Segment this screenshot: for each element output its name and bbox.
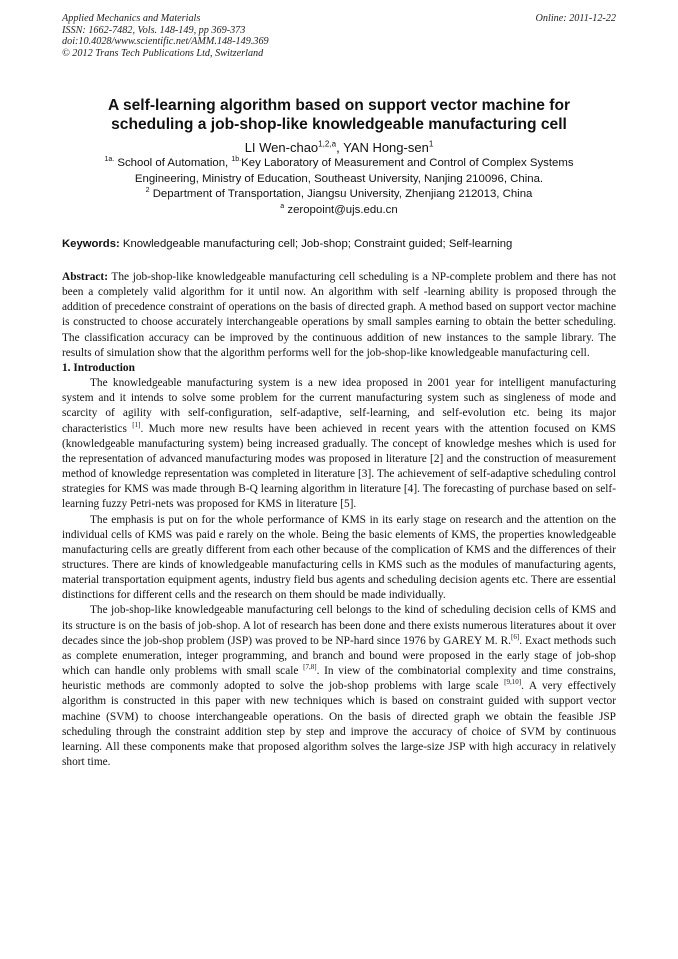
abstract-label: Abstract:: [62, 271, 108, 283]
intro-p3-text-c: . In view of the combinatorial complexity and time constrains, heuristic methods are commonly adopted to solve the job-shop problems with large scale: [62, 665, 616, 693]
affil-mark-1b: 1b.: [231, 156, 242, 164]
author-email: zeropoint@ujs.edu.cn: [284, 203, 398, 216]
affil-mark-2: 2: [145, 187, 150, 195]
affil-mark-1a: 1a.: [104, 156, 115, 164]
keywords-label: Keywords:: [62, 238, 120, 250]
copyright-line: © 2012 Trans Tech Publications Ltd, Switzerland: [62, 47, 264, 59]
online-date: Online: 2011-12-22: [535, 13, 616, 24]
intro-p3-text-d: . A very effectively algorithm is constructed in this paper with new techniques which is based on constraint guided with support vector machine (SVM) to choose interchangeable operations. On the basis of directed graph we obtain the feasible JSP scheduling through the constraint addition step by step and improve the accuracy of choice of SVM by continuous learning. All these components make that proposed algorithm solves the large-size JSP with high accuracy in relatively short time.: [62, 680, 617, 768]
abstract: [62, 270, 616, 361]
author-1-affil: 1,2,a: [318, 139, 337, 149]
citation-1: [1]: [132, 420, 141, 429]
journal-header: [62, 13, 616, 59]
author-2-affil: 1: [428, 139, 434, 149]
intro-p3-text-a: The job-shop-like knowledgeable manufacturing cell belongs to the kind of scheduling decision cells of KMS and its structure is on the basis of job-shop. A lot of research has been done and there exists numerous literatures about it over decades since the job-shop problem (JSP) was proved to be NP-hard since 1976 by GAREY M. R.: [62, 604, 616, 647]
section-heading-introduction: 1. Introduction: [62, 361, 135, 374]
paper-body: [62, 270, 616, 770]
affiliation-line-2: Engineering, Ministry of Education, Southeast University, Nanjing 210096, China.: [134, 172, 544, 185]
author-1: LI Wen-chao: [244, 140, 319, 155]
intro-paragraph-3: [62, 603, 616, 770]
abstract-text: The job-shop-like knowledgeable manufacturing cell scheduling is a NP-complete problem and there has not been a completely valid algorithm for it until now. An algorithm with self -learning ability is proposed through the addition of precedence constraint of operations on the basis of directed graph. A method based on support vector machine is constructed to choose accurately interchangeable operations by small samples earning to obtain the better scheduling. The classification accuracy can be improved by the continuous addition of new instances to the sample library. The results of simulation show that the algorithm performs well for the job-shop-like knowledgeable manufacturing cell.: [62, 271, 616, 359]
author-list: [62, 140, 616, 156]
doi-line: doi:10.4028/www.scientific.net/AMM.148-149.369: [62, 36, 269, 48]
keywords-text: Knowledgeable manufacturing cell; Job-shop; Constraint guided; Self-learning: [119, 238, 513, 250]
affil-dept: Department of Transportation, Jiangsu University, Zhenjiang 212013, China: [149, 188, 533, 201]
intro-p1-text-b: . Much more new results have been achieved in recent years with the attention focused on KMS (knowledgeable manufacturing system) being increased gradually. The concept of knowledge meshes which is used for the representation of advanced manufacturing modes was proposed in literature [2] and the construction of measurement method of knowledge representation was completed in literature [3]. The achievement of self-adaptive scheduling control strategies for KMS was made through B-Q learning algorithm in literature [4]. The forecasting of purchase based on self-learning fuzzy Petri-nets was proposed for KMS in literature [5].: [62, 422, 616, 511]
author-2: YAN Hong-sen: [343, 140, 429, 155]
title-line-2: scheduling a job-shop-like knowledgeable manufacturing cell: [111, 116, 567, 133]
keywords: [62, 237, 616, 251]
intro-p1-text-a: The knowledgeable manufacturing system is a new idea proposed in 2001 year for intelligent manufacturing system and it intends to solve some problem for the current manufacturing system such as singleness of mode and scarcity of agility with self-configuration, self-adaptive, self-learning, and self-evolution etc. being its major characteristics: [62, 377, 616, 435]
affiliation-line-3: [62, 187, 616, 203]
intro-p3-text-b: . Exact methods such as complete enumeration, integer programming, and branch and bound were proposed in the early stage of job-shop which can handle only problems with small scale: [62, 634, 616, 678]
affiliation-line-1: [62, 156, 616, 172]
affil-lab: Key Laboratory of Measurement and Control of Complex Systems: [241, 157, 574, 169]
citation-6: [6]: [511, 632, 520, 641]
intro-paragraph-2: The emphasis is put on for the whole performance of KMS in its early stage on research and the attention on the individual cells of KMS was paid e rarely on the whole. Being the basic elements of KMS, the properties knowledgeable manufacturing cells are greatly different from each other because of the complication of KMS and the differences of their structures. There are kinds of knowledgeable manufacturing cells in KMS such as the modules of manufacturing agents, material transportation equipment agents, industry field bus agents and scheduling decision agents etc. There are essential distinctions for different cells and the research on them should be made individually.: [62, 513, 616, 602]
issn-line: ISSN: 1662-7482, Vols. 148-149, pp 369-373: [62, 24, 246, 36]
affil-mark-a: a: [280, 202, 285, 210]
affil-school: School of Automation,: [114, 157, 232, 169]
title-line-1: A self-learning algorithm based on support vector machine for: [107, 97, 571, 114]
journal-name: Applied Mechanics and Materials: [62, 13, 201, 24]
intro-paragraph-1: [62, 376, 616, 512]
citation-9-10: [9,10]: [504, 678, 522, 687]
paper-title: [62, 96, 616, 134]
affiliation-line-4: [62, 203, 616, 219]
affiliations: [62, 156, 616, 218]
citation-7-8: [7,8]: [303, 663, 317, 672]
author-separator: ,: [336, 140, 344, 155]
